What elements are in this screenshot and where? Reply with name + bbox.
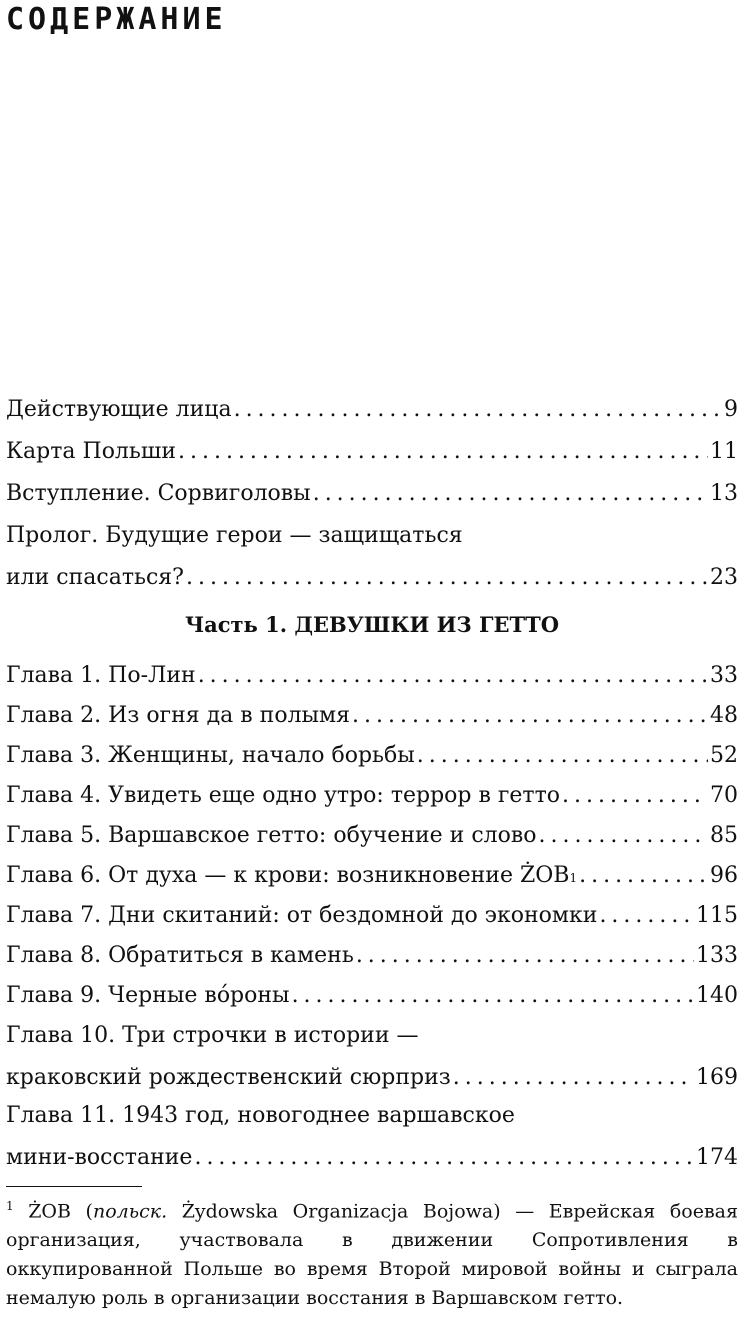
dot-leader <box>292 975 694 1017</box>
chapter-page-number: 133 <box>696 943 738 968</box>
dot-leader <box>356 935 694 977</box>
dot-leader <box>417 735 708 777</box>
chapter-page-number: 140 <box>696 983 738 1008</box>
front-matter-title: Действующие лица <box>6 397 232 422</box>
chapter-title: Глава 7. Дни скитаний: от бездомной до экономки <box>6 903 598 928</box>
chapter-entry[interactable] <box>6 815 738 857</box>
chapter-page-number: 85 <box>710 823 738 848</box>
chapter-entry[interactable] <box>6 1015 738 1099</box>
dot-leader <box>234 389 722 431</box>
footnote: $^1$ ŻOB (польск. Żydowska Organizacja Bojowa) — Еврейская боевая организация, участвовала в движении Сопротивления в оккупированной Польше во время Второй мировой войны и сыграла немалую роль в организации восстания в Варшавском гетто. <box>6 1199 738 1310</box>
dot-leader <box>562 775 708 817</box>
section-heading-part1: Часть 1. ДЕВУШКИ ИЗ ГЕТТО <box>184 612 560 637</box>
dot-leader <box>186 557 708 599</box>
chapter-title: Глава 10. Три строчки в истории — <box>6 1023 419 1048</box>
chapter-title: мини-восстание <box>6 1145 193 1170</box>
chapter-page-number: 70 <box>710 783 738 808</box>
front-matter-page-number: 23 <box>710 565 738 590</box>
dot-leader <box>198 655 708 697</box>
front-matter-title: Вступление. Сорвиголовы <box>6 481 311 506</box>
footnote-number: 1 <box>6 1199 14 1213</box>
chapter-entry[interactable] <box>6 935 738 977</box>
footnote-rule <box>6 1186 142 1187</box>
front-matter-entry[interactable] <box>6 431 738 473</box>
front-matter-title: Пролог. Будущие герои — защищаться <box>6 523 463 548</box>
dot-leader <box>599 895 694 937</box>
chapter-entry[interactable] <box>6 895 738 937</box>
front-matter-page-number: 11 <box>710 439 738 464</box>
chapter-page-number: 115 <box>696 903 738 928</box>
page-title: СОДЕРЖАНИЕ <box>6 2 227 37</box>
front-matter-page-number: 13 <box>710 481 738 506</box>
footnote-ref: 1 <box>569 871 578 885</box>
chapter-page-number: 174 <box>696 1145 738 1170</box>
front-matter-entry[interactable] <box>6 473 738 515</box>
chapter-title: Глава 4. Увидеть еще одно утро: террор в гетто <box>6 783 561 808</box>
chapter-title: Глава 9. Черные во́роны <box>6 983 290 1008</box>
chapter-entry[interactable] <box>6 1095 738 1179</box>
footnote-original: Żydowska Organizacja Bojowa <box>181 1200 494 1223</box>
dot-leader <box>313 473 708 515</box>
chapter-entry[interactable] <box>6 855 738 899</box>
chapter-entry[interactable] <box>6 775 738 817</box>
dot-leader <box>453 1057 694 1099</box>
chapter-entry[interactable] <box>6 655 738 697</box>
chapter-title: краковский рождественский сюрприз <box>6 1065 451 1090</box>
dot-leader <box>194 1137 694 1179</box>
front-matter-title: Карта Польши <box>6 439 177 464</box>
chapter-title: Глава 3. Женщины, начало борьбы <box>6 743 415 768</box>
dot-leader <box>352 695 708 737</box>
chapter-title: Глава 1. По-Лин <box>6 663 196 688</box>
front-matter-entry[interactable] <box>6 515 738 599</box>
dot-leader <box>178 431 708 473</box>
footnote-lang: польск. <box>92 1200 168 1223</box>
chapter-title: Глава 6. От духа — к крови: возникновение ŻOB <box>6 863 570 888</box>
chapter-entry[interactable] <box>6 975 738 1017</box>
front-matter-page-number: 9 <box>724 397 738 422</box>
chapter-title: Глава 11. 1943 год, новогоднее варшавское <box>6 1103 515 1128</box>
chapter-title: Глава 8. Обратиться в камень <box>6 943 354 968</box>
chapter-page-number: 48 <box>710 703 738 728</box>
chapter-title: Глава 5. Варшавское гетто: обучение и слово <box>6 823 537 848</box>
chapter-entry[interactable] <box>6 735 738 777</box>
front-matter-title: или спасаться? <box>6 565 184 590</box>
chapter-page-number: 52 <box>710 743 738 768</box>
chapter-page-number: 33 <box>710 663 738 688</box>
chapter-page-number: 96 <box>710 863 738 888</box>
footnote-text: — Еврейская боевая организация, участвовала в движении Сопротивления в оккупированной Польше во время Второй мировой войны и сыграла немалую роль в организации восстания в Варшавском гетто. <box>6 1200 738 1310</box>
footnote-term: ŻOB <box>28 1200 71 1223</box>
dot-leader <box>579 855 708 897</box>
dot-leader <box>539 815 709 857</box>
chapter-entry[interactable] <box>6 695 738 737</box>
front-matter-entry[interactable] <box>6 389 738 431</box>
chapter-title: Глава 2. Из огня да в полымя <box>6 703 351 728</box>
chapter-page-number: 169 <box>696 1065 738 1090</box>
